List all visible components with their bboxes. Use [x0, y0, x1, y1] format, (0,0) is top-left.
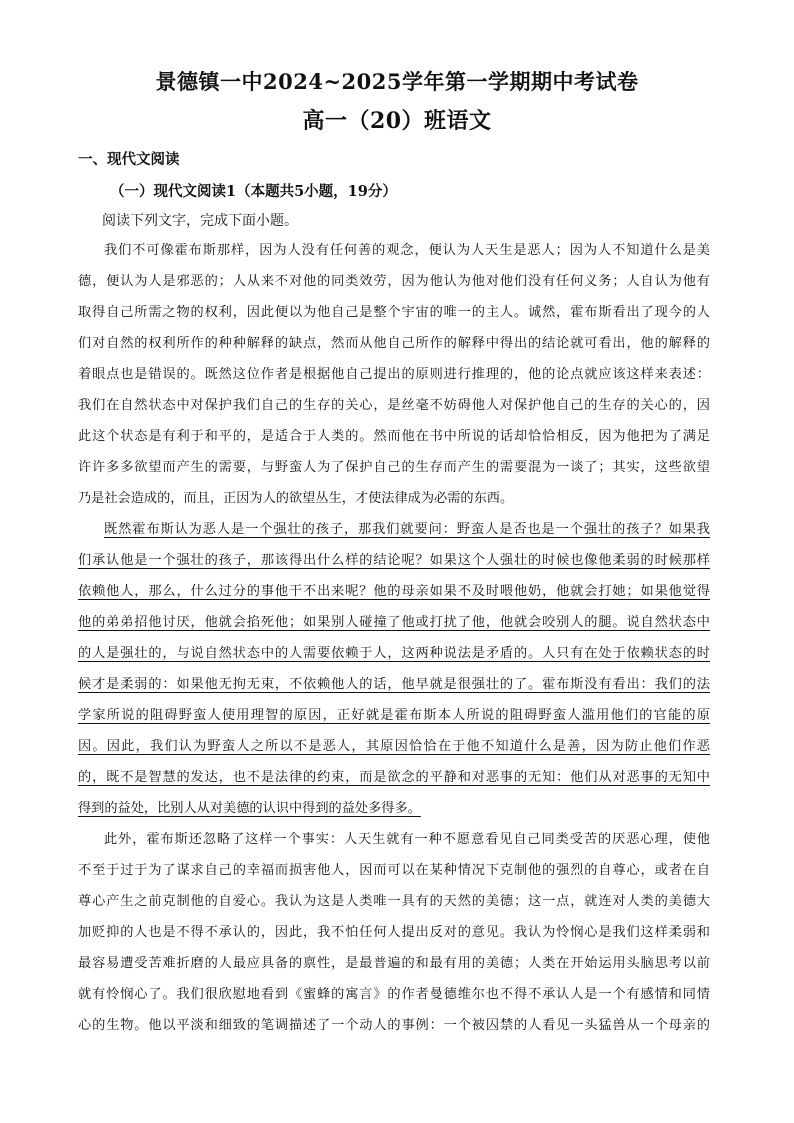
text-line: 不至于过于为了谋求自己的幸福而损害他人，因而可以在某种情况下克制他的强烈的自尊心，或者在自 — [78, 863, 710, 878]
text-line: 心的生物。他以平淡和细致的笔调描述了一个动人的事例：一个被囚禁的人看见一头猛兽从一个母亲的 — [78, 1018, 710, 1033]
underlined-text: 候才是柔弱的：如果他无拘无束，不依赖他人的话，他早就是很强壮的了。霍布斯没有看出：我们的法 — [78, 677, 710, 692]
exam-title: 景德镇一中2024~2025学年第一学期期中考试卷 — [155, 69, 639, 94]
underlined-text: 得到的益处，比别人从对美德的认识中得到的益处多得多。 — [78, 801, 421, 816]
exam-subtitle: 高一（20）班语文 — [302, 108, 492, 134]
text-line: 此外，霍布斯还忽略了这样一个事实：人天生就有一种不愿意看见自己同类受苦的厌恶心理，使他 — [104, 832, 710, 847]
underlined-text: 依赖他人，那么，什么过分的事他干不出来呢？他的母亲如果不及时喂他奶，他就会打她；如果他觉得 — [78, 584, 710, 599]
text-line: 我们不可像霍布斯那样，因为人没有任何善的观念，便认为人天生是恶人；因为人不知道什么是美 — [104, 243, 710, 258]
subsection-heading: （一）现代文阅读1（本题共5小题，19分） — [110, 183, 397, 200]
underlined-text: 学家所说的阻碍野蛮人使用理智的原因，正好就是霍布斯本人所说的阻碍野蛮人滥用他们的官能的原 — [78, 708, 710, 723]
text-line: 们对自然的权利所作的种种解释的缺点，然而从他自己所作的解释中得出的结论就可看出，他的解释的 — [78, 336, 710, 351]
underlined-line — [78, 581, 710, 603]
text-line: 着眼点也是错误的。既然这位作者是根据他自己提出的原则进行推理的，他的论点就应该这样来表述： — [78, 367, 710, 382]
underlined-text: 的人是强壮的，与说自然状态中的人需要依赖于人，这两种说法是矛盾的。人只有在处于依赖状态的时 — [78, 646, 710, 661]
underlined-line — [78, 736, 710, 758]
text-line: 我们在自然状态中对保护我们自己的生存的关心，是丝毫不妨碍他人对保护他自己的生存的关心的，因 — [78, 398, 710, 413]
underlined-line — [78, 643, 710, 665]
text-line: 德，便认为人是邪恶的；人从来不对他的同类效劳，因为他认为他对他们没有任何义务；人自认为他有 — [78, 274, 710, 289]
underlined-text: 因。因此，我们认为野蛮人之所以不是恶人，其原因恰恰在于他不知道什么是善，因为防止他们作恶 — [78, 739, 710, 754]
underlined-text: 他的弟弟招他讨厌，他就会掐死他；如果别人碰撞了他或打扰了他，他就会咬别人的腿。说自然状态中 — [78, 615, 710, 630]
underlined-line — [78, 798, 710, 820]
text-line: 最容易遭受苦难折磨的人最应具备的禀性，是最普遍的和最有用的美德；人类在开始运用头脑思考以前 — [78, 956, 710, 971]
reading-instruction: 阅读下列文字，完成下面小题。 — [102, 213, 298, 229]
text-line: 此这个状态是有利于和平的，是适合于人类的。然而他在书中所说的话却恰恰相反，因为他把为了满足 — [78, 429, 710, 444]
text-line: 许许多多欲望而产生的需要，与野蛮人为了保护自己的生存而产生的需要混为一谈了；其实，这些欲望 — [78, 460, 710, 475]
text-line: 取得自己所需之物的权利，因此便以为他自己是整个宇宙的唯一的主人。诚然，霍布斯看出了现今的人 — [78, 305, 710, 320]
text-line: 尊心产生之前克制他的自爱心。我认为这是人类唯一具有的天然的美德；这一点，就连对人类的美德大 — [78, 894, 710, 909]
underlined-line — [78, 674, 710, 696]
text-line: 乃是社会造成的，而且，正因为人的欲望丛生，才使法律成为必需的东西。 — [78, 491, 514, 506]
underlined-line — [78, 612, 710, 634]
underlined-line — [78, 767, 710, 789]
underlined-text: 的，既不是智慧的发达，也不是法律的约束，而是欲念的平静和对恶事的无知：他们从对恶事的无知中 — [78, 770, 710, 785]
underlined-line — [104, 519, 710, 541]
underlined-line — [78, 705, 710, 727]
text-line: 加贬抑的人也是不得不承认的，因此，我不怕任何人提出反对的意见。我认为怜悯心是我们这样柔弱和 — [78, 925, 710, 940]
underlined-text: 们承认他是一个强壮的孩子，那该得出什么样的结论呢？如果这个人强壮的时候也像他柔弱的时候那样 — [78, 553, 710, 568]
section-heading: 一、现代文阅读 — [78, 151, 180, 168]
text-line: 就有怜悯心了。我们很欣慰地看到《蜜蜂的寓言》的作者曼德维尔也不得不承认人是一个有感情和同情 — [78, 987, 710, 1002]
underlined-line — [78, 550, 710, 572]
underlined-text: 既然霍布斯认为恶人是一个强壮的孩子，那我们就要问：野蛮人是否也是一个强壮的孩子？如果我 — [104, 522, 710, 537]
